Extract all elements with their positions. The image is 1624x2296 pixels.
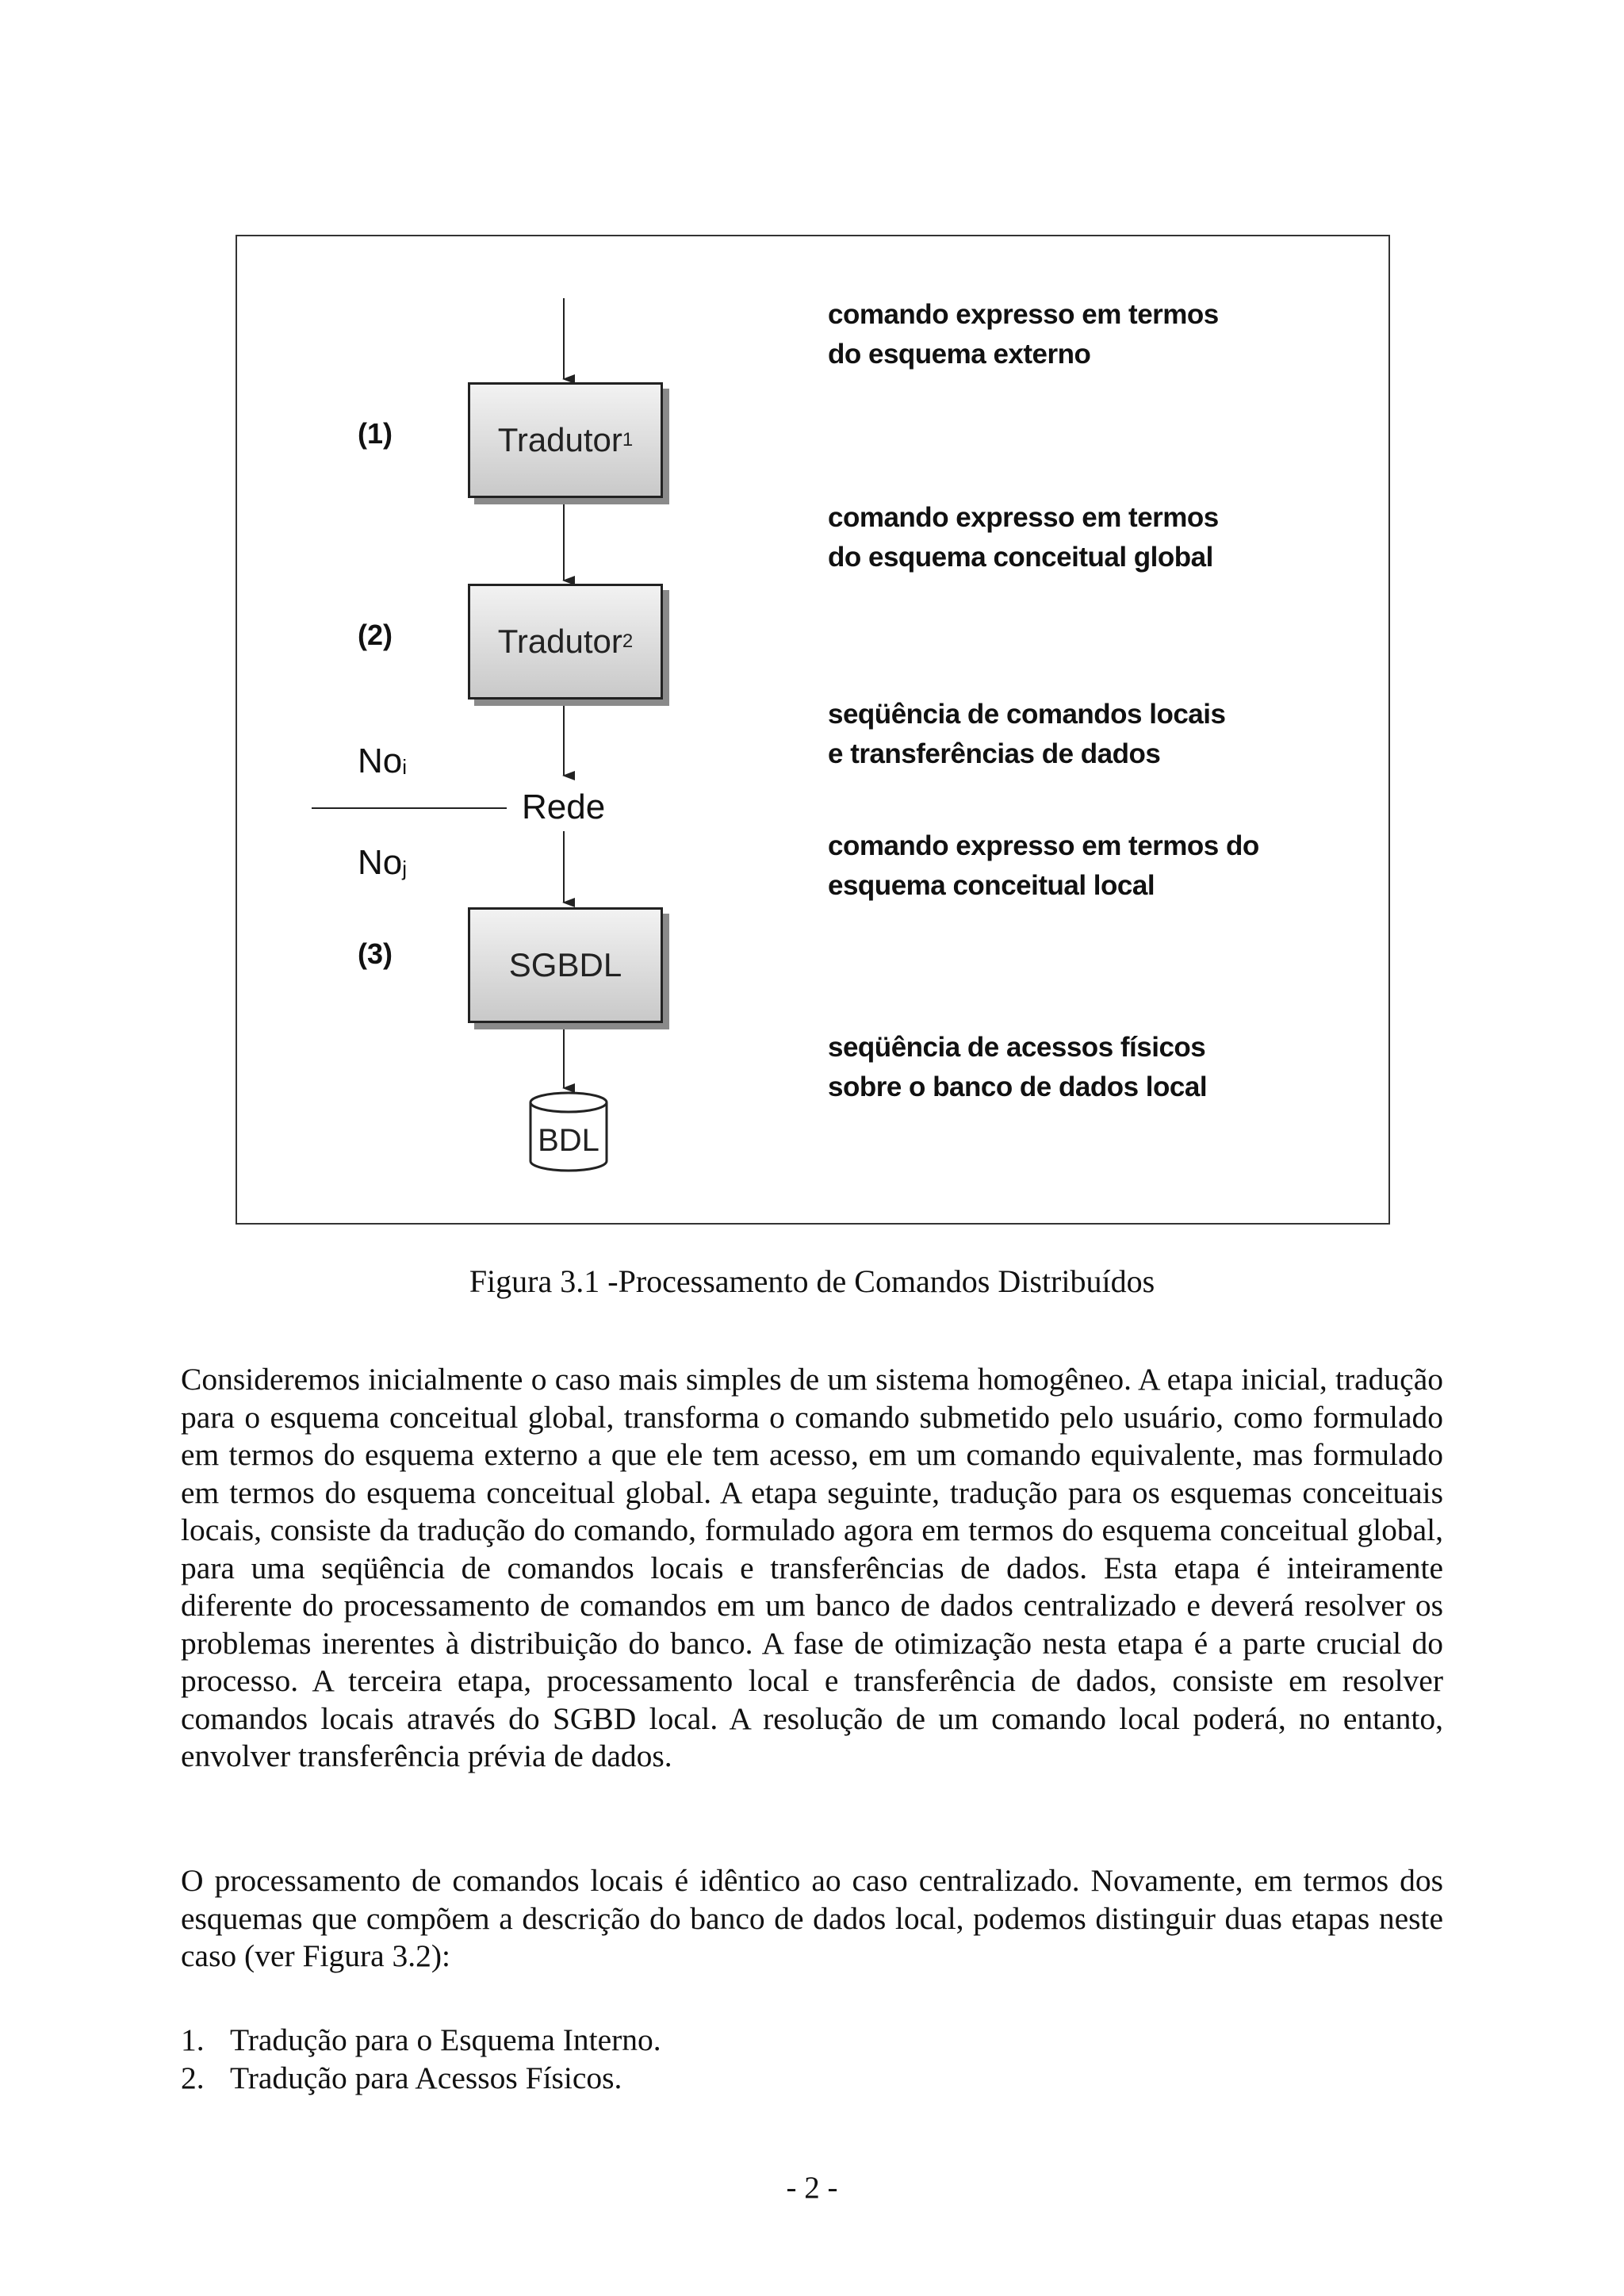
node-i-label: $No_i$ [358, 742, 408, 780]
node-j-label: $No_j$ [358, 843, 408, 882]
list-item [181, 2059, 1443, 2097]
step-label-3: (3) [358, 937, 393, 970]
description-global-conceptual: comando expresso em termos do esquema conceitual global [828, 502, 1219, 573]
list-item [181, 2021, 1443, 2059]
list-item-text: Tradução para o Esquema Interno. [230, 2022, 661, 2057]
list-item-number: 1. [181, 2022, 205, 2057]
steps-list [181, 2021, 1443, 2097]
network-label: Rede [522, 788, 606, 826]
step-label-2: (2) [358, 619, 393, 651]
sgbdl-box: SGBDL [468, 907, 663, 1023]
tradutor-2-box: Tradutor 2 [468, 584, 663, 700]
page-number: - 2 - [786, 2171, 838, 2205]
list-item-number: 2. [181, 2060, 205, 2095]
paragraph-1: Consideremos inicialmente o caso mais simples de um sistema homogêneo. A etapa inicial, tradução para o esquema conceitual global, transforma o comando submetido pelo usuário, como formulado em termos do esquema externo a que ele tem acesso, em um comando equivalente, mas formulado em termos do esquema conceitual global. A etapa seguinte, tradução para os esquemas conceituais locais, consiste da tradução do comando, formulado agora em termos do esquema conceitual global, para uma seqüência de comandos locais e transferências de dados. Esta etapa é inteiramente diferente do processamento de comandos em um banco de dados centralizado e deverá resolver os problemas inerentes à distribuição do banco. A fase de otimização nesta etapa é a parte crucial do processo. A terceira etapa, processamento local e transferência de dados, consiste em resolver comandos locais através do SGBD local. A resolução de um comando local poderá, no entanto, envolver transferência prévia de dados. [181, 1362, 1443, 1773]
database-label: BDL [538, 1123, 599, 1158]
figure-3-1-diagram [236, 235, 1390, 1225]
description-local-conceptual: comando expresso em termos do esquema conceitual local [828, 830, 1259, 901]
description-local-commands: seqüência de comandos locais e transferências de dados [828, 699, 1226, 769]
list-item-text: Tradução para Acessos Físicos. [230, 2060, 622, 2095]
paragraph-2: O processamento de comandos locais é idêntico ao caso centralizado. Novamente, em termos dos esquemas que compõem a descrição do banco de dados local, podemos distinguir duas etapas neste caso (ver Figura 3.2): [181, 1863, 1443, 1973]
description-external-schema: comando expresso em termos do esquema externo [828, 299, 1219, 370]
tradutor-1-box: Tradutor 1 [468, 382, 663, 498]
figure-caption: Figura 3.1 -Processamento de Comandos Distribuídos [469, 1263, 1155, 1299]
step-label-1: (1) [358, 417, 393, 450]
description-physical-access: seqüência de acessos físicos sobre o banco de dados local [828, 1032, 1208, 1102]
